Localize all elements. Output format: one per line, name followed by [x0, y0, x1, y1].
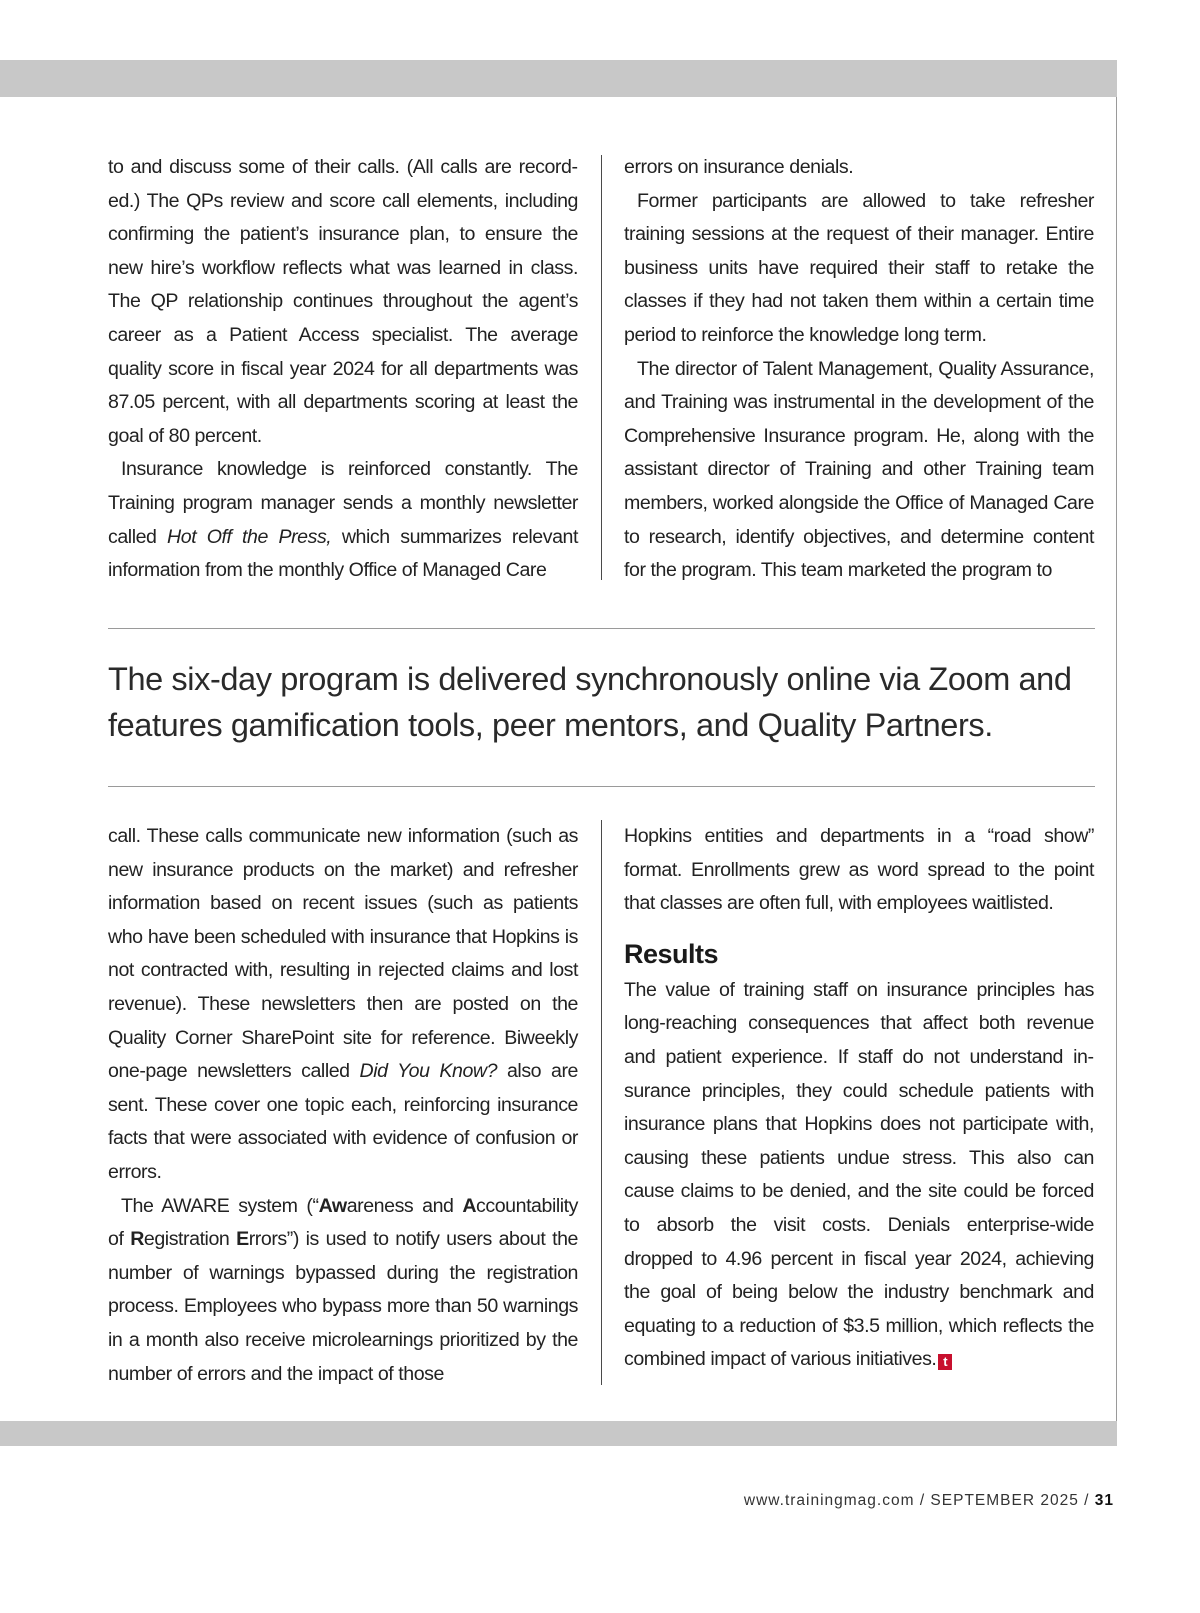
bottom-gray-band — [0, 1421, 1117, 1446]
newsletter-title: Hot Off the Press, — [167, 525, 332, 548]
pullquote: The six-day program is delivered synchronously online via Zoom and features gamification tools, peer mentors, and Quality Partners. — [108, 661, 1072, 743]
pullquote-rule-bottom — [108, 786, 1095, 787]
paragraph: Hopkins entities and departments in a “road show” format. Enrollments grew as word spread to the point that classes are often full, with employees waitlisted. — [624, 825, 1094, 915]
paragraph: Former participants are allowed to take refresher training sessions at the request of their manager. Entire business units have required their staff to retake the classes if they had not taken them within a certain time period to reinforce the knowledge long term. — [624, 189, 1094, 346]
paragraph: to and discuss some of their calls. (All calls are recorded.) The QPs review and score call elements, including confirming the patient’s insurance plan, to ensure the new hire’s workflow reflects what was learned in class. The QP relationship continues throughout the agent’s career as a Patient Access specialist. The average quality score in fiscal year 2024 for all departments was 87.05 percent, with all departments scoring at least the goal of 80 percent. — [108, 156, 578, 447]
paragraph: errors on insurance denials. — [624, 156, 854, 178]
top-gray-band — [0, 60, 1117, 97]
newsletter-title: Did You Know? — [359, 1060, 498, 1083]
paragraph: The AWARE system (“Awareness and Accountability of Registration Errors”) is used to notify users about the number of warnings bypassed during the registration process. Employees who bypass more than 50 warnings in a month also receive microlearnings prioritized by the number of errors and the impact of those — [108, 1194, 579, 1385]
pullquote-rule-top — [108, 628, 1095, 629]
footer-url-date: www.trainingmag.com / SEPTEMBER 2025 / — [743, 1492, 1095, 1509]
bottom-right-column — [624, 820, 1094, 1377]
top-left-column — [108, 151, 578, 588]
column-divider — [601, 155, 602, 580]
paragraph: call. These calls communicate new information (such as new insurance products on the market) and refresher information based on recent issues (such as patients who have been scheduled with insurance that Hopkins is not contracted with, resulting in rejected claims and lost revenue). These newsletters then are posted on the Quality Corner SharePoint site for reference. Biweekly one-page newsletters called Did You Know? also are sent. These cover one topic each, reinforcing insurance facts that were associated with evidence of confusion or errors. — [108, 825, 578, 1183]
end-mark-icon: t — [938, 1354, 952, 1370]
page-number: 31 — [1094, 1492, 1114, 1509]
paragraph: The value of training staff on insurance principles has long-reaching consequences that affect both revenue and patient experience. If staff do not understand insurance principles, they could schedule patients with insurance plans that Hopkins does not participate with, causing these patients undue stress. This also can cause claims to be denied, and the site could be forced to absorb the visit costs. Denials enterprise-wide dropped to 4.96 percent in fiscal year 2024, achieving the goal of being below the industry benchmark and equating to a reduction of $3.5 million, which reflects the combined impact of various initiatives. t — [624, 978, 1094, 1371]
page-right-rule — [1116, 97, 1117, 1421]
paragraph: The director of Talent Management, Quality Assurance, and Training was instrumental in the development of the Comprehensive Insurance program. He, along with the assistant director of Training and other Training team members, worked alongside the Office of Managed Care to research, identify objectives, and determine content for the program. This team marketed the program to — [624, 357, 1094, 582]
page-footer — [744, 1492, 1114, 1510]
bottom-left-column — [108, 820, 578, 1391]
section-heading-results: Results — [624, 938, 719, 969]
column-divider — [601, 820, 602, 1385]
paragraph: Insurance knowledge is reinforced constantly. The Training program manager sends a monthly newsletter called Hot Off the Press, which summarizes relevant information from the monthly Office of Managed Care — [108, 458, 578, 582]
top-right-column — [624, 151, 1094, 588]
